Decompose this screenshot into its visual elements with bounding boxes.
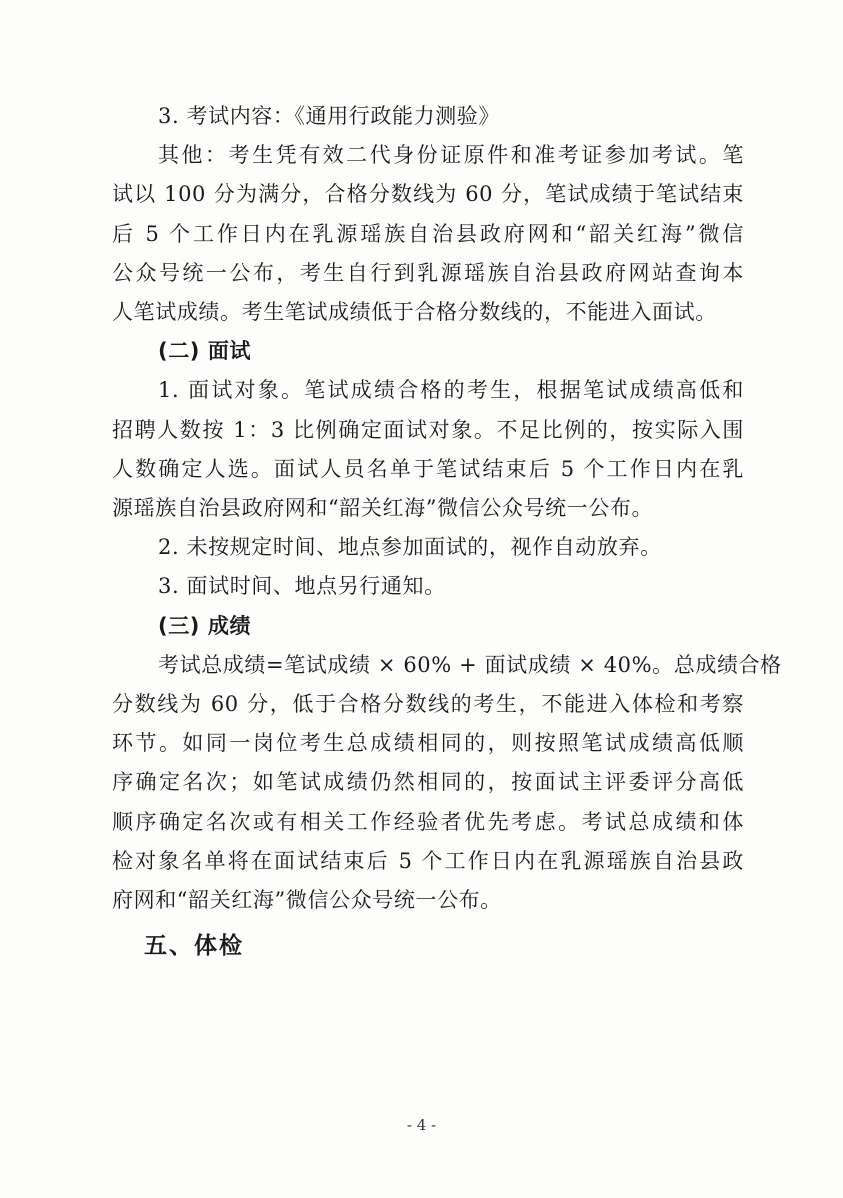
interview-item-1-line-1: 1. 面试对象。笔试成绩合格的考生，根据笔试成绩高低和 [158, 378, 744, 403]
scores-line-4: 序确定名次；如笔试成绩仍然相同的，按面试主评委评分高低 [112, 770, 744, 795]
interview-heading: (二) 面试 [158, 339, 252, 364]
scores-line-6: 检对象名单将在面试结束后 5 个工作日内在乳源瑶族自治县政 [112, 848, 744, 873]
interview-item-1-line-3: 人数确定人选。面试人员名单于笔试结束后 5 个工作日内在乳 [112, 456, 744, 481]
interview-item-1-line-4: 源瑶族自治县政府网和“韶关红海”微信公众号统一公布。 [112, 496, 654, 521]
other-notes-line-1: 其他：考生凭有效二代身份证原件和准考证参加考试。笔 [158, 143, 744, 168]
other-notes-line-4: 公众号统一公布，考生自行到乳源瑶族自治县政府网站查询本 [112, 260, 744, 285]
other-notes-line-3: 后 5 个工作日内在乳源瑶族自治县政府网和“韶关红海”微信 [112, 221, 744, 246]
scores-line-1: 考试总成绩=笔试成绩 × 60% + 面试成绩 × 40%。总成绩合格 [158, 652, 782, 677]
scores-line-5: 顺序确定名次或有相关工作经验者优先考虑。考试总成绩和体 [112, 809, 744, 834]
exam-content-line: 3. 考试内容：《通用行政能力测验》 [158, 104, 501, 128]
interview-item-3: 3. 面试时间、地点另行通知。 [158, 574, 446, 599]
scores-line-3: 环节。如同一岗位考生总成绩相同的，则按照笔试成绩高低顺 [112, 731, 744, 756]
scores-line-7: 府网和“韶关红海”微信公众号统一公布。 [112, 888, 502, 913]
physical-exam-heading: 五、体检 [144, 933, 244, 960]
interview-item-2: 2. 未按规定时间、地点参加面试的，视作自动放弃。 [158, 535, 662, 560]
page-number: - 4 - [406, 1116, 437, 1134]
scores-heading: (三) 成绩 [158, 613, 252, 638]
interview-item-1-line-2: 招聘人数按 1：3 比例确定面试对象。不足比例的，按实际入围 [112, 417, 744, 442]
document-body [112, 97, 782, 968]
other-notes-line-2: 试以 100 分为满分，合格分数线为 60 分，笔试成绩于笔试结束 [112, 182, 744, 207]
scores-line-2: 分数线为 60 分，低于合格分数线的考生，不能进入体检和考察 [112, 692, 744, 717]
other-notes-line-5: 人笔试成绩。考生笔试成绩低于合格分数线的，不能进入面试。 [112, 300, 717, 325]
